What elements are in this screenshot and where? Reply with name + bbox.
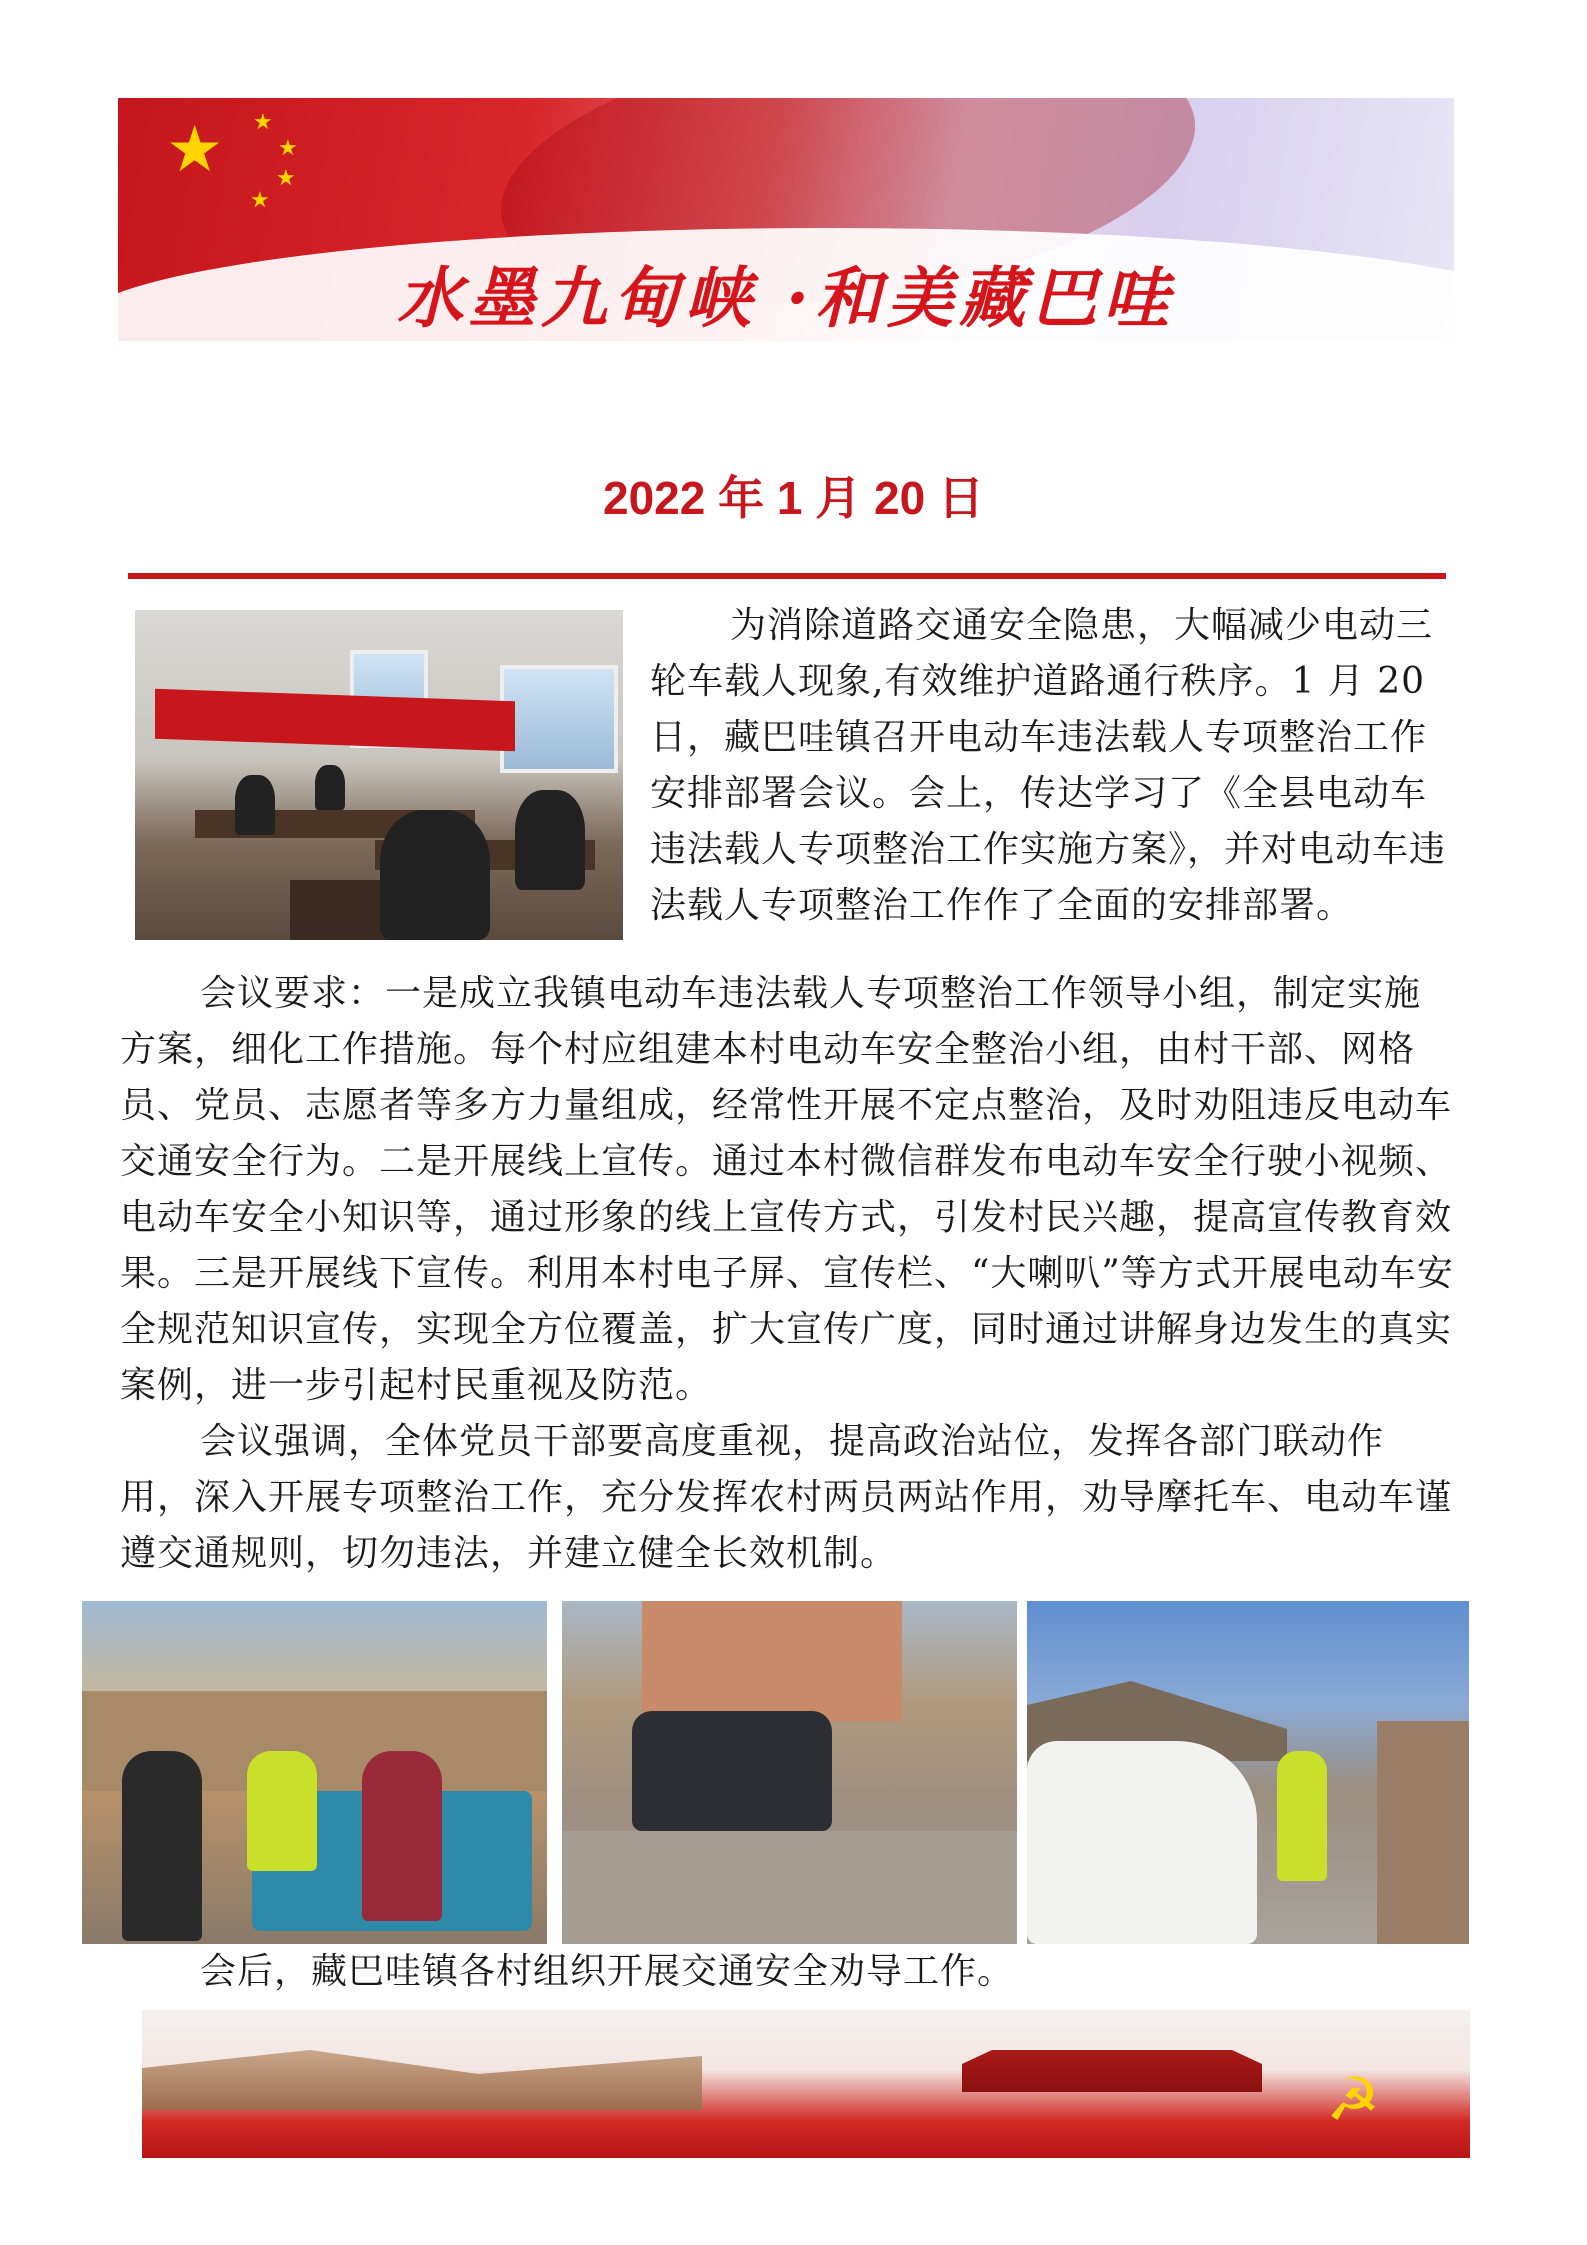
wall-shape <box>1377 1721 1469 1944</box>
tricycle-inspection-photo <box>82 1601 547 1944</box>
white-car-inspection-photo <box>1027 1601 1469 1944</box>
article-date: 2022 年 1 月 20 日 <box>603 472 984 524</box>
requirements-paragraph: 会议要求：一是成立我镇电动车违法载人专项整治工作领导小组，制定实施方案，细化工作措施。每个村应组建本村电动车安全整治小组，由村干部、网格员、党员、志愿者等多方力量组成，经常性开展不定点整治，及时劝阻违反电动车交通安全行为。二是开展线上宣传。通过本村微信群发布电动车安全行驶小视频、电动车安全小知识等，通过形象的线上宣传方式，引发村民兴趣，提高宣传教育效果。三是开展线下宣传。利用本村电子屏、宣传栏、“大喇叭”等方式开展电动车安全规范知识宣传，实现全方位覆盖，扩大宣传广度，同时通过讲解身边发生的真实案例，进一步引起村民重视及防范。 <box>120 973 1454 1406</box>
emphasis-paragraph: 会议强调，全体党员干部要高度重视，提高政治站位，发挥各部门联动作用，深入开展专项整治工作，充分发挥农村两员两站作用，劝导摩托车、电动车谨遵交通规则，切勿违法，并建立健全长效机制。 <box>120 1421 1453 1574</box>
attendee-shape <box>380 810 490 940</box>
attendee-shape <box>515 790 585 890</box>
white-car-shape <box>1027 1741 1257 1944</box>
banner-title: 水墨九甸峡 ·和美藏巴哇 <box>397 259 1175 337</box>
officer-shape <box>1277 1751 1327 1881</box>
star-icon: ★ <box>166 113 224 187</box>
meeting-photo <box>135 610 623 940</box>
star-icon: ★ <box>253 110 273 135</box>
attendee-shape <box>235 775 275 835</box>
great-wall-shape <box>142 2050 702 2110</box>
red-divider <box>128 573 1446 579</box>
officer-shape <box>247 1751 317 1871</box>
attendee-shape <box>315 765 345 810</box>
car-inspection-photo <box>562 1601 1017 1944</box>
intro-paragraph: 为消除道路交通安全隐患，大幅减少电动三轮车载人现象,有效维护道路通行秩序。1 月 20 日，藏巴哇镇召开电动车违法载人专项整治工作安排部署会议。会上，传达学习了《全县电动车违法载人专项整治工作实施方案》，并对电动车违法载人专项整治工作作了全面的安排部署。 <box>650 605 1447 926</box>
building-shape <box>642 1601 902 1721</box>
meeting-banner-shape <box>155 689 515 752</box>
window-shape <box>500 665 618 773</box>
person-shape <box>122 1751 202 1941</box>
footer-banner <box>142 2010 1470 2158</box>
star-icon: ★ <box>276 166 296 191</box>
star-icon: ★ <box>278 136 298 161</box>
person-shape <box>362 1751 442 1921</box>
road-shape <box>562 1831 1017 1944</box>
party-emblem-icon: ☭ <box>1326 2065 1380 2135</box>
photo-caption: 会后，藏巴哇镇各村组织开展交通安全劝导工作。 <box>200 1951 1015 1992</box>
star-icon: ★ <box>250 188 270 213</box>
car-shape <box>632 1711 832 1831</box>
tiananmen-shape <box>962 2022 1262 2092</box>
